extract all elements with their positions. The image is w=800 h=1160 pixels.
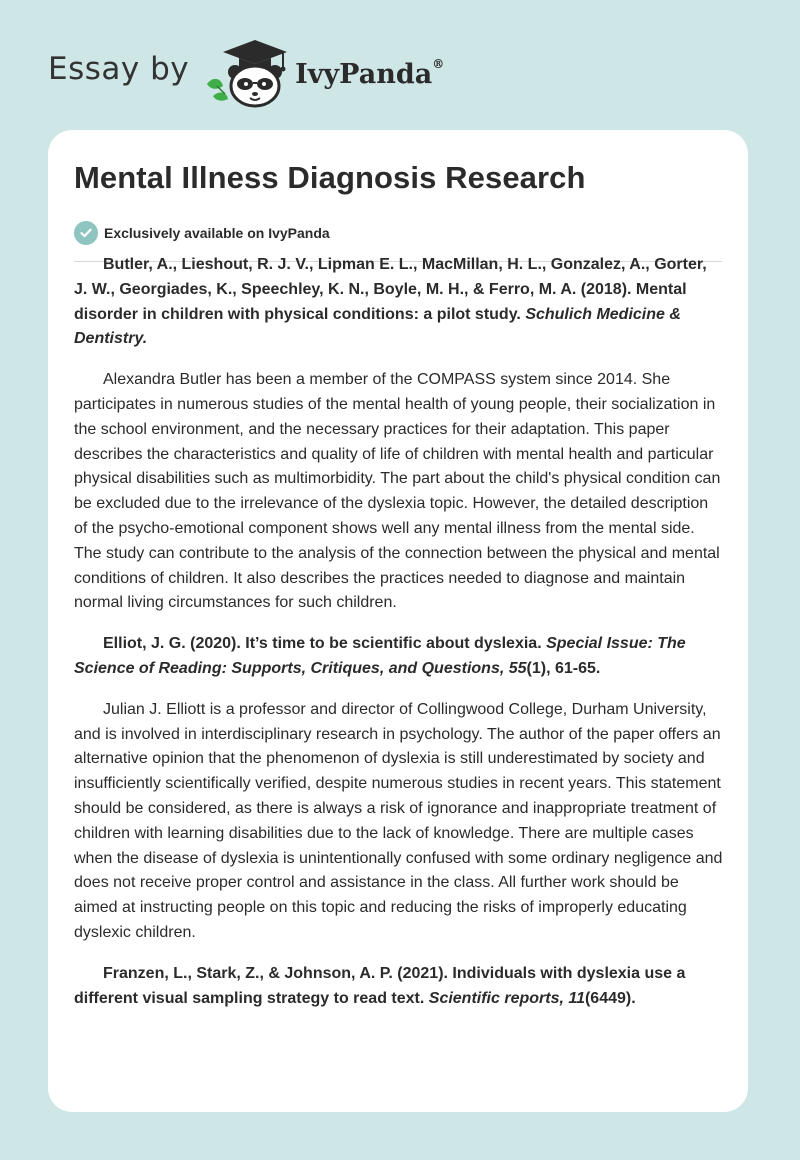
exclusive-label: Exclusively available on IvyPanda xyxy=(104,225,330,241)
body-paragraph: Julian J. Elliott is a professor and director of Collingwood College, Durham University, and is involved in interdisciplinary research in psychology. The author of the paper offers an alternative opinion that the phenomenon of dyslexia is still underestimated by society and insufficiently scientifically verified, despite numerous studies in recent years. This statement should be considered, as there is always a risk of ignorance and inappropriate treatment of children with learning disabilities due to the lack of knowledge. There are multiple cases when the disease of dyslexia is unintentionally confused with some ordinary negligence and does not receive proper control and assistance in the class. All further work should be aimed at instructing people on this topic and reducing the risks of improperly educating dyslexic children. xyxy=(74,700,723,941)
reference-authors: Elliot, J. G. (2020). It’s time to be scientific about dyslexia. xyxy=(103,635,547,653)
brand-name-text: IvyPanda xyxy=(295,58,433,90)
essay-body xyxy=(74,253,724,1027)
reference-issue-pages: (6449). xyxy=(584,989,636,1007)
checkmark-circle-icon xyxy=(74,221,98,245)
reference-paragraph xyxy=(74,632,724,682)
exclusive-badge xyxy=(74,221,330,245)
reference-authors: Butler, A., Lieshout, R. J. V., Lipman E. L., MacMillan, H. L., Gonzalez, A., Gorter, J. W., Georgiades, K., Speechley, K. N., Boyle, M. H., & Ferro, M. A. (2018). Mental disorder in children with physical conditions: a pilot study. xyxy=(74,256,707,323)
panda-graduation-cap-icon[interactable] xyxy=(203,36,291,108)
reference-volume: 55 xyxy=(508,659,527,677)
reference-paragraph xyxy=(74,253,724,352)
brand-header xyxy=(48,36,444,108)
body-paragraph: Alexandra Butler has been a member of the COMPASS system since 2014. She participates in numerous studies of the mental health of young people, their socialization in the school environment, and the necessary practices for their adaptation. This paper describes the characteristics and quality of life of children with mental health and particular physical disabilities such as multimorbidity. The part about the child's physical condition can be excluded due to the irrelevance of the dyslexia topic. However, the detailed description of the psycho-emotional component shows well any mental illness from the mental side. The study can contribute to the analysis of the connection between the physical and mental conditions of children. It also describes the practices needed to diagnose and maintain normal living circumstances for such children. xyxy=(74,371,721,612)
reference-source: Special Issue: The Science of Reading: Supports, Critiques, and Questions, xyxy=(74,635,686,677)
reference-source: Scientific reports, xyxy=(428,989,569,1007)
reference-source: Schulich Medicine & Dentistry. xyxy=(74,305,681,348)
reference-issue-pages: (1), 61-65. xyxy=(526,659,601,677)
brand-prefix: Essay by xyxy=(48,51,190,87)
reference-paragraph xyxy=(74,962,724,1012)
brand-name[interactable] xyxy=(295,56,445,90)
reference-volume: 11 xyxy=(568,989,585,1007)
reference-authors: Franzen, L., Stark, Z., & Johnson, A. P. (2021). Individuals with dyslexia use a different visual sampling strategy to read text. xyxy=(74,964,686,1007)
page-title: Mental Illness Diagnosis Research xyxy=(74,160,586,195)
registered-mark: ® xyxy=(432,56,445,71)
essay-card xyxy=(48,130,748,1112)
